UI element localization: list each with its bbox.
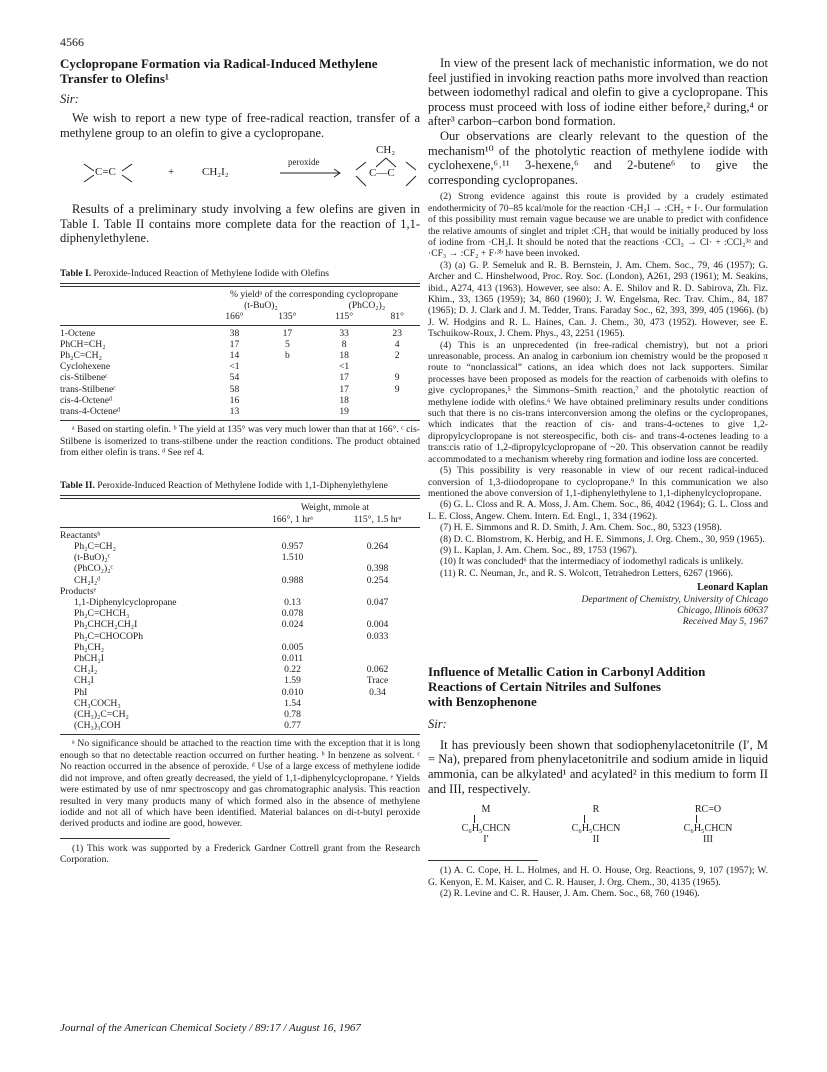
table1-temp: 81° bbox=[390, 311, 404, 323]
mmole-166: 1.510 bbox=[281, 552, 304, 564]
article2-footnote-1: (1) A. C. Cope, H. L. Holmes, and H. O. House, Org. Reactions, 9, 107 (1957); W. G. Kenyon, E. M. Kaiser, and C. R. Hauser, J. Org. Chem., 30, 4135 (1965). bbox=[428, 865, 768, 888]
yield-cell: 19 bbox=[339, 406, 349, 417]
yield-cell: 33 bbox=[339, 327, 349, 339]
reference-note: (7) H. E. Simmons and R. D. Smith, J. Am. Chem. Soc., 80, 5323 (1958). bbox=[440, 522, 722, 534]
signature-block bbox=[428, 582, 768, 628]
article2-title-line-3: with Benzophenone bbox=[428, 693, 537, 709]
yield-cell: 38 bbox=[229, 327, 240, 339]
structure bbox=[668, 804, 748, 845]
yield-cell: <1 bbox=[339, 361, 350, 373]
olefin-name: trans-4-Octeneᵈ bbox=[60, 406, 120, 417]
mmole-166: 0.22 bbox=[284, 664, 301, 676]
mmole-115 bbox=[335, 642, 420, 653]
structure-substituent: R bbox=[592, 804, 600, 816]
results-paragraph: Results of a preliminary study involving a few olefins are given in Table I. Table II contains more complete data for the reaction of 1,1-diphenylethylene. bbox=[60, 202, 420, 246]
intro-paragraph: We wish to report a new type of free-radical reaction, transfer of a methylene group to an olefin to give a cyclopropane. bbox=[60, 111, 420, 140]
arrow-label: peroxide bbox=[288, 157, 320, 168]
table1-bottom-rule bbox=[60, 420, 420, 421]
compound-name: CH₃I bbox=[74, 675, 94, 687]
yield-cell: 18 bbox=[339, 394, 349, 406]
reference-note: (4) This is an unprecedented (in free-radical chemistry), but not a priori unreasonable, process. An analog in carbonium ion chemistry would be the proposed π route to “nonclassical” cations, an idea which does not lack supporters. Similar processes have been proposed as models for the reaction of carbenoids with olefins to give cyclopropanes,⁵ the Simmons–Smith reaction,⁷ and the photolytic reaction of methylene iodide with olefins.⁶ We have obtained preliminary results under conditions such that there is no cis-trans interconversion among the olefins or the cyclopropanes, which indicates that the reaction of cis- and trans-4-octenes to give 1,2-dipropylcyclopropane is not stereospecific, both cis- and trans-4-octenes leading to a trans:cis ratio of 1,2-dipropylcyclopropane of ~20. This observation cannot be readily accommodated to a mechanism whereby ring formation and iodine loss are concerted. bbox=[428, 339, 768, 465]
affiliation-city: Chicago, Illinois 60637 bbox=[677, 604, 768, 616]
title-line-1: Cyclopropane Formation via Radical-Induced Methylene bbox=[60, 56, 378, 71]
mmole-115: 0.34 bbox=[369, 686, 386, 698]
table1-title: Peroxide-Induced Reaction of Methylene Iodide with Olefins bbox=[93, 267, 330, 279]
yield-cell: 5 bbox=[284, 338, 290, 350]
article2-paragraph: It has previously been shown that sodiophenylacetonitrile (I′, M = Na), prepared from phenylacetonitrile and sodium amide in liquid ammonia, can be alkylated¹ and acylated² in this medium to form II and III, respectively. bbox=[428, 737, 768, 796]
yield-cell: 16 bbox=[229, 394, 240, 406]
structure-formula: C₆H₅CHCN bbox=[571, 823, 621, 835]
yield-cell: 14 bbox=[229, 349, 240, 361]
yield-cell: 18 bbox=[339, 349, 349, 361]
table1-top-rule bbox=[60, 283, 420, 287]
compound-name: (PhCO₂)₂ᶜ bbox=[74, 563, 113, 575]
mmole-115: 0.047 bbox=[366, 597, 389, 609]
mmole-115: Trace bbox=[366, 675, 389, 687]
table2-products-label: Productsᵉ bbox=[60, 585, 97, 597]
author-name: Leonard Kaplan bbox=[697, 582, 768, 594]
structure-bond bbox=[696, 815, 697, 823]
mmole-166: 0.988 bbox=[281, 574, 304, 586]
mmole-166: 0.078 bbox=[281, 608, 304, 620]
table1-temp: 166° bbox=[225, 311, 244, 323]
structure-label: I′ bbox=[483, 834, 489, 846]
reference-notes bbox=[428, 191, 768, 579]
mmole-115: 0.264 bbox=[366, 541, 389, 553]
table1-footnote: ᵃ Based on starting olefin. ᵇ The yield at 135° was very much lower than that at 166°. ᶜ cis-Stilbene is isomerized to trans-stilbene under the reaction conditions. The product obtained from either olefin is trans. ᵈ See ref 4. bbox=[60, 424, 420, 459]
olefin-reactant: C=C bbox=[95, 166, 116, 179]
reference-note: (3) (a) G. P. Semeluk and R. B. Bernstein, J. Am. Chem. Soc., 79, 46 (1957); G. Archer and C. Hinshelwood, Proc. Roy. Soc. (London), A261, 293 (1961); M. Seakins, ibid., A274, 413 (1963). However, see also: A. E. Shilov and R. D. Sabirova, Zh. Fiz. Khim., 33, 1365 (1959); 34, 860 (1960); J. W. Engelsma, Rec. Trav. Chim., 84, 187 (1965); D. J. Clark and J. M. Tedder, Trans. Faraday Soc., 62, 393, 399, 405 (1966). (b) J. W. Hodgins and R. L. Haines, Can. J. Chem., 30, 473 (1952). However, see E. Tschuikow-Roux, J. Chem. Phys., 43, 2251 (1965). bbox=[428, 259, 768, 340]
table1-row bbox=[60, 395, 420, 406]
structure-bond bbox=[584, 815, 585, 823]
table2-row bbox=[60, 608, 420, 619]
compound-name: Ph₂C=CHOCOPh bbox=[74, 630, 144, 642]
table1-header-tbuo: (t-BuO)₂ bbox=[244, 300, 278, 312]
mmole-166: 0.77 bbox=[284, 720, 301, 732]
compound-name: Ph₂C=CH₂ bbox=[74, 541, 116, 553]
mmole-166 bbox=[250, 563, 335, 574]
table2-bottom-rule bbox=[60, 734, 420, 735]
reference-note: (6) G. L. Closs and R. A. Moss, J. Am. Chem. Soc., 86, 4042 (1964); G. L. Closs and L. E. Closs, Angew. Chem. Intern. Ed. Engl., 1, 334 (1962). bbox=[428, 499, 768, 522]
table1-row bbox=[60, 339, 420, 350]
reference-note: (5) This possibility is very reasonable in view of our recent radical-induced conversion of 1,3-diiodopropane to cyclopropane.⁹ In this communication we also mentioned the above conversion of 1,1-diphenylethylene to 1,1-diphenylcyclopropane. bbox=[428, 465, 768, 499]
reference-note: (2) Strong evidence against this route is provided by a crudely estimated endothermicity of 70–85 kcal/mole for the reaction ·CH₂I → :CH₂ + I·. Our formulation of this possibility must remain vague because we are unable to predict with confidence the relative amounts of singlet and triplet :CH₂ that would be initially produced by loss of iodine from ·CH₂I. It should be noted that the reactions ·CCl₃ → Cl· + :CCl₂³ᵃ and ·CF₃ → :CF₂ + F·³ᵇ have been invoked. bbox=[428, 191, 768, 260]
compound-name: Ph₂CH₂ bbox=[74, 641, 105, 653]
table2-row bbox=[60, 597, 420, 608]
structure-formula: C₆H₅CHCN bbox=[683, 823, 733, 835]
structure-substituent: M bbox=[481, 804, 491, 816]
mmole-115 bbox=[335, 720, 420, 731]
table2-row bbox=[60, 575, 420, 586]
article-title bbox=[60, 56, 420, 86]
table1-row bbox=[60, 350, 420, 361]
reference-note: (10) It was concluded⁶ that the intermediacy of iodomethyl radicals is unlikely. bbox=[440, 556, 744, 568]
table2-row bbox=[60, 541, 420, 552]
table2-row bbox=[60, 631, 420, 642]
yield-cell: 4 bbox=[394, 338, 400, 350]
compound-name: 1,1-Diphenylcyclopropane bbox=[74, 597, 177, 609]
table2-row bbox=[60, 664, 420, 675]
article2-footnote-2: (2) R. Levine and C. R. Hauser, J. Am. Chem. Soc., 68, 760 (1946). bbox=[440, 887, 700, 899]
table1-row bbox=[60, 384, 420, 395]
olefin-name: 1-Octene bbox=[60, 327, 96, 339]
table1-row bbox=[60, 406, 420, 417]
yield-cell: 2 bbox=[394, 349, 400, 361]
yield-cell bbox=[261, 406, 314, 417]
table2-reactants-label: Reactantsᵇ bbox=[60, 529, 101, 541]
reference-note: (8) D. C. Blomstrom, K. Herbig, and H. E. Simmons, J. Org. Chem., 30, 959 (1965). bbox=[440, 533, 765, 545]
affiliation: Department of Chemistry, University of Chicago bbox=[581, 593, 768, 605]
compound-name: CH₂I₂ᵈ bbox=[74, 574, 101, 586]
table2-caption bbox=[60, 480, 420, 491]
product-ch2: CH₂ bbox=[376, 144, 396, 157]
table2-col1-header: 166°, 1 hrᵃ bbox=[272, 513, 313, 525]
table1 bbox=[60, 289, 420, 417]
table2-row bbox=[60, 675, 420, 686]
structure-substituent: RC=O bbox=[694, 804, 722, 816]
olefin-name: trans-Stilbeneᶜ bbox=[60, 383, 116, 395]
table1-temp: 115° bbox=[335, 311, 354, 323]
structure-label: II bbox=[592, 834, 600, 846]
mmole-166: 0.024 bbox=[281, 619, 304, 631]
mechanism-paragraph: In view of the present lack of mechanistic information, we do not feel justified in invoking reaction paths more involved than reaction between iodomethyl radical and olefin to give a cyclopropane. This process must proceed with loss of iodine either before,² during,⁴ or after³ carbon–carbon bond formation. bbox=[428, 56, 768, 129]
table2-row bbox=[60, 642, 420, 653]
table2-label: Table II. bbox=[60, 480, 95, 492]
mmole-115 bbox=[335, 698, 420, 709]
structures-row bbox=[428, 804, 768, 854]
mmole-115: 0.398 bbox=[366, 563, 389, 575]
mmole-115: 0.004 bbox=[366, 619, 389, 631]
structure bbox=[446, 804, 526, 845]
yield-cell: <1 bbox=[229, 361, 240, 373]
reference-note: (11) R. C. Neuman, Jr., and R. S. Wolcott, Tetrahedron Letters, 6267 (1966). bbox=[440, 567, 734, 579]
title-line-2: Transfer to Olefins¹ bbox=[60, 71, 169, 86]
structure-label: III bbox=[703, 834, 713, 846]
table1-row bbox=[60, 361, 420, 372]
olefin-name: Cyclohexene bbox=[60, 361, 111, 373]
methylene-iodide: CH₂I₂ bbox=[202, 166, 229, 179]
article2-salutation: Sir: bbox=[428, 716, 447, 731]
right-column bbox=[428, 56, 768, 899]
yield-cell: 9 bbox=[394, 383, 400, 395]
table1-caption bbox=[60, 268, 420, 279]
footnote-1: (1) This work was supported by a Frederick Gardner Cottrell grant from the Research Corporation. bbox=[60, 842, 420, 866]
mmole-166: 0.005 bbox=[281, 641, 304, 653]
cyclopropane-product: C—C bbox=[369, 167, 395, 180]
plus-sign: + bbox=[168, 166, 175, 179]
journal-footer: Journal of the American Chemical Society / 89:17 / August 16, 1967 bbox=[60, 1022, 361, 1034]
structure-formula: C₆H₅CHCN bbox=[461, 823, 511, 835]
yield-cell: 54 bbox=[229, 372, 240, 384]
mmole-166: 0.957 bbox=[281, 541, 304, 553]
yield-cell bbox=[261, 372, 314, 383]
table2-col2-header: 115°, 1.5 hrᵃ bbox=[353, 513, 402, 525]
mmole-115: 0.254 bbox=[366, 574, 389, 586]
table2-header-main: Weight, mmole at bbox=[300, 502, 370, 514]
yield-cell: 58 bbox=[229, 383, 240, 395]
mmole-115 bbox=[335, 653, 420, 664]
mmole-166: 1.59 bbox=[284, 675, 301, 687]
table1-row bbox=[60, 372, 420, 383]
olefin-name: PhCH=CH₂ bbox=[60, 338, 106, 350]
olefin-name: cis-4-Octeneᵈ bbox=[60, 394, 112, 406]
compound-name: PhI bbox=[74, 686, 88, 698]
table2-row bbox=[60, 698, 420, 709]
reference-note: (9) L. Kaplan, J. Am. Chem. Soc., 89, 1753 (1967). bbox=[440, 544, 638, 556]
table1-header-phco2: (PhCO₂)₂ bbox=[348, 300, 386, 312]
yield-cell bbox=[261, 361, 314, 372]
mmole-166: 0.010 bbox=[281, 686, 304, 698]
yield-cell bbox=[261, 395, 314, 406]
mmole-166: 0.011 bbox=[281, 653, 304, 665]
olefin-name: Ph₂C=CH₂ bbox=[60, 349, 102, 361]
mmole-115 bbox=[335, 552, 420, 563]
yield-cell bbox=[374, 406, 420, 417]
article2-title-line-1: Influence of Metallic Cation in Carbonyl Addition bbox=[428, 663, 706, 679]
yield-cell bbox=[374, 361, 420, 372]
yield-cell bbox=[374, 395, 420, 406]
received-date: Received May 5, 1967 bbox=[682, 616, 768, 628]
salutation: Sir: bbox=[60, 92, 79, 106]
reaction-scheme bbox=[60, 140, 420, 202]
table2-row bbox=[60, 653, 420, 664]
table2-row bbox=[60, 619, 420, 630]
mmole-166: 0.13 bbox=[284, 597, 301, 609]
compound-name: Ph₂C=CHCH₃ bbox=[74, 608, 130, 620]
page-number: 4566 bbox=[60, 35, 84, 49]
article2-title-line-2: Reactions of Certain Nitriles and Sulfones bbox=[428, 678, 661, 694]
table1-row bbox=[60, 328, 420, 339]
yield-cell: b bbox=[284, 349, 290, 361]
table2-footnote: ᵃ No significance should be attached to the reaction time with the exception that it is long enough so that no detectable reaction occurred on further heating. ᵇ In benzene as solvent. ᶜ No reaction occurred in the absence of peroxide. ᵈ Use of a large excess of methylene iodide did not improve, and often greatly decreased, the yield of 1,1-diphenylcyclopropane. ᵉ Yields were estimated by use of nmr spectroscopy and gas chromatographic analysis. This reaction resulted in very many products many of which formed also in the absence of methylene iodide and not all of which have been identified. Material balances on di-t-butyl peroxide derived products and iodine are good, however. bbox=[60, 738, 420, 830]
yield-cell bbox=[261, 384, 314, 395]
table2-row bbox=[60, 552, 420, 563]
table2-title: Peroxide-Induced Reaction of Methylene Iodide with 1,1-Diphenylethylene bbox=[97, 480, 388, 492]
footnote-rule bbox=[60, 838, 170, 839]
compound-name: (t-BuO)₂ᶜ bbox=[74, 552, 111, 564]
yield-cell: 9 bbox=[394, 372, 400, 384]
yield-cell: 17 bbox=[339, 383, 349, 395]
yield-cell: 8 bbox=[341, 338, 347, 350]
yield-cell: 17 bbox=[229, 338, 240, 350]
yield-cell: 17 bbox=[282, 327, 293, 339]
table1-temp: 135° bbox=[278, 311, 297, 323]
compound-name: CH₂I₂ bbox=[74, 664, 98, 676]
table2 bbox=[60, 502, 420, 731]
compound-name: (CH₃)₂C=CH₂ bbox=[74, 709, 129, 721]
compound-name: Ph₂CHCH₂CH₂I bbox=[74, 619, 138, 631]
compound-name: CH₃COCH₃ bbox=[74, 697, 121, 709]
structure bbox=[556, 804, 636, 845]
mmole-166: 1.54 bbox=[284, 697, 301, 709]
yield-cell: 17 bbox=[339, 372, 349, 384]
table1-label: Table I. bbox=[60, 267, 92, 279]
table2-row bbox=[60, 709, 420, 720]
observations-paragraph: Our observations are clearly relevant to the question of the mechanism¹⁰ of the photolytic reaction of methylene iodide with cyclohexene,⁶˒¹¹ 3-hexene,⁶ and 2-butene⁶ to give the corresponding cyclopropanes. bbox=[428, 128, 768, 187]
mmole-115 bbox=[335, 608, 420, 619]
article2-title bbox=[428, 664, 768, 709]
left-column bbox=[60, 56, 420, 866]
table1-header-main: % yieldᵃ of the corresponding cyclopropane bbox=[229, 288, 399, 300]
mmole-166: 0.78 bbox=[284, 709, 301, 721]
mmole-115: 0.062 bbox=[366, 664, 389, 676]
table2-row bbox=[60, 687, 420, 698]
compound-name: (CH₃)₃COH bbox=[74, 720, 121, 732]
mmole-115 bbox=[335, 709, 420, 720]
compound-name: PhCH₂I bbox=[74, 653, 104, 665]
table2-top-rule bbox=[60, 495, 420, 499]
mmole-166 bbox=[250, 631, 335, 642]
yield-cell: 23 bbox=[392, 327, 402, 339]
table2-row bbox=[60, 720, 420, 731]
yield-cell: 13 bbox=[229, 406, 240, 417]
article2-footnote-rule bbox=[428, 860, 538, 861]
mmole-115: 0.033 bbox=[366, 630, 389, 642]
table2-row bbox=[60, 563, 420, 574]
structure-bond bbox=[474, 815, 475, 823]
olefin-name: cis-Stilbeneᶜ bbox=[60, 372, 108, 384]
